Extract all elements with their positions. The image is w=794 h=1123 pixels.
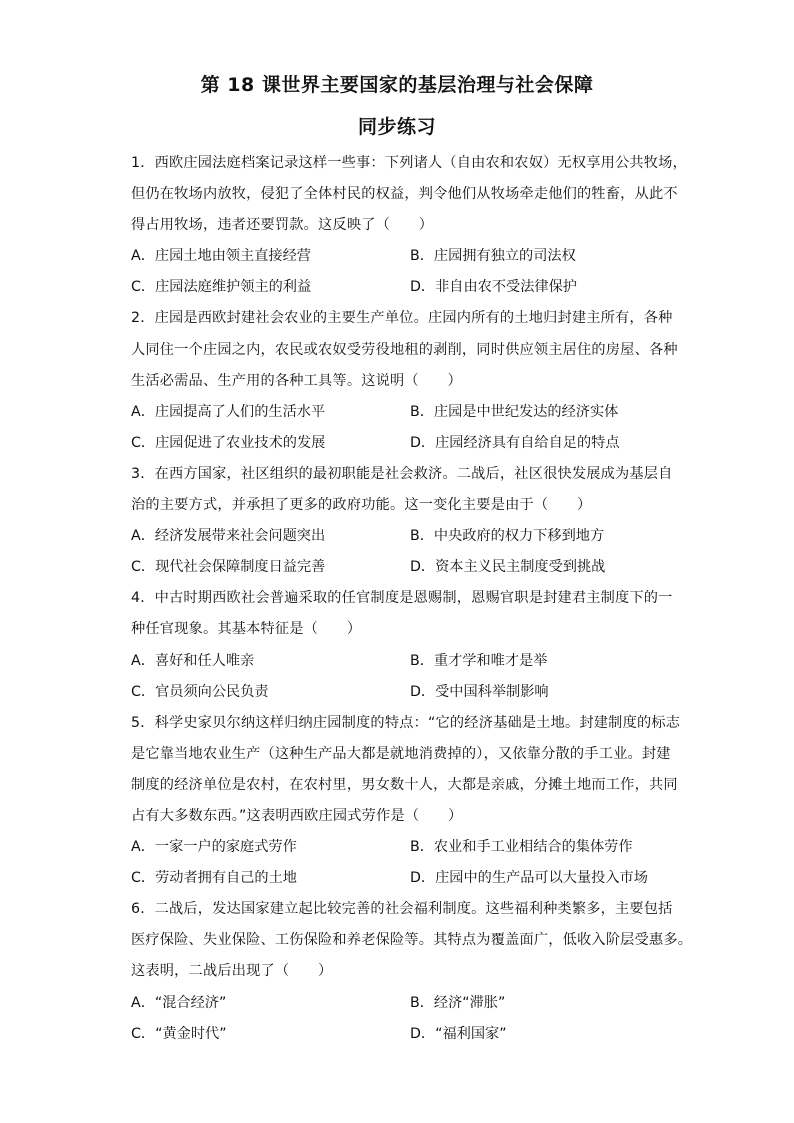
question-item <box>131 894 693 1049</box>
option-row <box>131 521 671 552</box>
answer-option: C．庄园促进了农业技术的发展 <box>131 434 326 451</box>
option-row <box>131 832 671 863</box>
question-stem-line: 制度的经济单位是农村，在农村里，男女数十人，大都是亲戚，分摊土地而工作，共同 <box>131 776 678 793</box>
answer-option: A．庄园提高了人们的生活水平 <box>131 403 326 420</box>
question-stem-line: 2．庄园是西欧封建社会农业的主要生产单位。庄园内所有的土地归封建主所有，各种 <box>131 310 673 327</box>
option-row <box>131 241 671 272</box>
option-row <box>131 428 671 459</box>
option-row <box>131 397 671 428</box>
option-row <box>131 988 671 1019</box>
question-stem-line: 3．在西方国家，社区组织的最初职能是社会救济。二战后，社区很快发展成为基层自 <box>131 465 673 482</box>
answer-option: B．庄园拥有独立的司法权 <box>410 248 576 265</box>
answer-option: B．中央政府的权力下移到地方 <box>410 528 605 545</box>
answer-option: C．庄园法庭维护领主的利益 <box>131 279 312 296</box>
option-row <box>131 646 671 677</box>
answer-option: A．喜好和任人唯亲 <box>131 652 255 669</box>
answer-option: A．“混合经济” <box>131 994 227 1011</box>
answer-option: D．非自由农不受法律保护 <box>410 279 577 296</box>
option-row <box>131 677 671 708</box>
question-item <box>131 303 678 458</box>
question-stem-line: 占有大多数东西。”这表明西欧庄园式劳作是（ ） <box>131 807 463 824</box>
answer-option: A．庄园土地由领主直接经营 <box>131 248 311 265</box>
question-list <box>131 148 693 1050</box>
answer-option: A．经济发展带来社会问题突出 <box>131 528 326 545</box>
question-stem-line: 但仍在牧场内放牧，侵犯了全体村民的权益，判令他们从牧场牵走他们的牲畜，从此不 <box>131 186 678 203</box>
question-item <box>131 583 671 707</box>
option-row <box>131 272 671 303</box>
question-stem-line: 6．二战后，发达国家建立起比较完善的社会福利制度。这些福利种类繁多，主要包括 <box>131 901 673 918</box>
question-stem-line: 种任官现象。其基本特征是（ ） <box>131 621 362 638</box>
answer-option: C．“黄金时代” <box>131 1025 227 1042</box>
answer-option: D．庄园经济具有自给自足的特点 <box>410 434 620 451</box>
question-stem-line: 医疗保险、失业保险、工伤保险和养老保险等。其特点为覆盖面广，低收入阶层受惠多。 <box>131 932 693 949</box>
option-row <box>131 552 671 583</box>
question-item <box>131 148 687 303</box>
question-stem-line: 人同住一个庄园之内，农民或农奴受劳役地租的剥削，同时供应领主居住的房屋、各种 <box>131 341 678 358</box>
question-stem-line: 是它靠当地农业生产（这种生产品大都是就地消费掉的），又依靠分散的手工业。封建 <box>131 745 671 762</box>
answer-option: D．受中国科举制影响 <box>410 683 549 700</box>
question-stem-line: 4．中古时期西欧社会普遍采取的任官制度是恩赐制，恩赐官职是封建君主制度下的一 <box>131 590 673 607</box>
question-stem-line: 治的主要方式，并承担了更多的政府功能。这一变化主要是由于（ ） <box>131 497 592 514</box>
answer-option: C．官员须向公民负责 <box>131 683 269 700</box>
answer-option: B．重才学和唯才是举 <box>410 652 548 669</box>
question-stem-line: 这表明，二战后出现了（ ） <box>131 963 333 980</box>
page-subtitle: 同步练习 <box>357 116 436 138</box>
question-stem-line: 5．科学史家贝尔纳这样归纳庄园制度的特点：“它的经济基础是土地。封建制度的标志 <box>131 714 681 731</box>
answer-option: C．现代社会保障制度日益完善 <box>131 559 326 576</box>
answer-option: B．农业和手工业相结合的集体劳作 <box>410 839 633 856</box>
option-row <box>131 1019 671 1050</box>
page-title: 第 18 课世界主要国家的基层治理与社会保障 <box>200 74 594 96</box>
answer-option: D．“福利国家” <box>410 1025 507 1042</box>
question-stem-line: 生活必需品、生产用的各种工具等。这说明（ ） <box>131 372 462 389</box>
answer-option: B．庄园是中世纪发达的经济实体 <box>410 403 619 420</box>
answer-option: D．资本主义民主制度受到挑战 <box>410 559 606 576</box>
question-stem-line: 1．西欧庄园法庭档案记录这样一些事：下列诸人（自由农和农奴）无权享用公共牧场， <box>131 155 687 171</box>
answer-option: D．庄园中的生产品可以大量投入市场 <box>410 870 648 887</box>
question-item <box>131 459 671 583</box>
answer-option: B．经济“滞胀” <box>410 994 506 1011</box>
option-row <box>131 863 671 894</box>
answer-option: A．一家一户的家庭式劳作 <box>131 839 297 856</box>
question-stem-line: 得占用牧场，违者还要罚款。这反映了（ ） <box>131 217 434 234</box>
answer-option: C．劳动者拥有自己的土地 <box>131 870 297 887</box>
question-item <box>131 708 681 895</box>
